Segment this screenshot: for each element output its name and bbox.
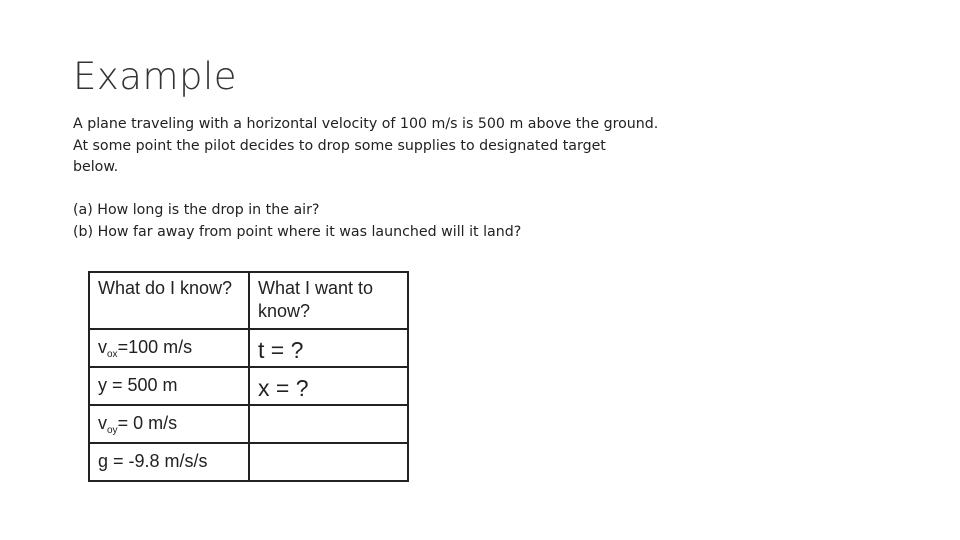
header-want: What I want to know? bbox=[249, 272, 408, 329]
known-cell bbox=[89, 367, 249, 405]
table-row bbox=[89, 329, 408, 367]
problem-line: At some point the pilot decides to drop some supplies to designated target bbox=[73, 137, 606, 154]
known-main: g = -9.8 m/s/s bbox=[98, 451, 208, 471]
known-cell bbox=[89, 329, 249, 367]
known-main: v bbox=[98, 413, 107, 433]
slide-title: Example bbox=[73, 55, 238, 98]
table-row bbox=[89, 443, 408, 481]
known-main: v bbox=[98, 337, 107, 357]
want-cell bbox=[249, 405, 408, 443]
known-subscript: oy bbox=[107, 425, 118, 436]
known-cell bbox=[89, 405, 249, 443]
known-rest: = 0 m/s bbox=[117, 413, 178, 433]
problem-line: below. bbox=[73, 159, 119, 175]
paragraph-spacer bbox=[73, 179, 713, 201]
question-list bbox=[73, 200, 713, 243]
table-row bbox=[89, 405, 408, 443]
problem-paragraph bbox=[73, 114, 713, 179]
table-header-row bbox=[89, 272, 408, 329]
problem-statement bbox=[73, 114, 713, 243]
want-cell: x = ? bbox=[249, 367, 408, 405]
want-cell bbox=[249, 443, 408, 481]
known-rest: =100 m/s bbox=[117, 337, 193, 357]
known-main: y = 500 m bbox=[98, 375, 178, 395]
header-known: What do I know? bbox=[89, 272, 249, 329]
known-cell bbox=[89, 443, 249, 481]
question-a: (a) How long is the drop in the air? bbox=[73, 202, 320, 218]
want-cell: t = ? bbox=[249, 329, 408, 367]
known-subscript: ox bbox=[107, 349, 118, 360]
table-row bbox=[89, 367, 408, 405]
question-b: (b) How far away from point where it was launched will it land? bbox=[73, 223, 522, 240]
problem-line: A plane traveling with a horizontal velocity of 100 m/s is 500 m above the ground. bbox=[73, 116, 659, 132]
knowns-unknowns-table bbox=[88, 271, 409, 482]
